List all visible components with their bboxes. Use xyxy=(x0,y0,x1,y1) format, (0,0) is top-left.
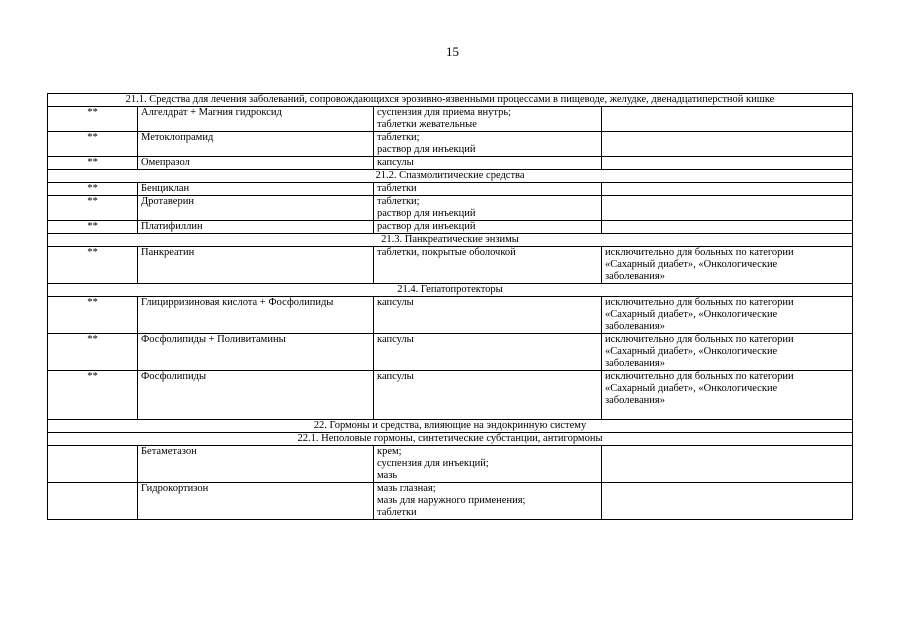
dosage-forms-cell xyxy=(374,221,602,234)
dosage-form-line: таблетки xyxy=(377,507,417,518)
drug-name-cell: Бенциклан xyxy=(138,183,374,196)
note-line: заболевания» xyxy=(605,358,665,369)
note-cell xyxy=(602,183,853,196)
mark-cell: ** xyxy=(48,157,138,170)
note-line xyxy=(605,407,849,419)
note-cell xyxy=(602,157,853,170)
page-number: 15 xyxy=(446,44,459,59)
dosage-forms-cell xyxy=(374,297,602,334)
section-row xyxy=(48,94,853,107)
mark-cell xyxy=(48,483,138,520)
drug-name-cell: Омепразол xyxy=(138,157,374,170)
dosage-form-line: таблетки, покрытые оболочкой xyxy=(377,247,516,258)
drug-row xyxy=(48,157,853,170)
section-heading: 21.3. Панкреатические энзимы xyxy=(48,234,853,247)
note-line: исключительно для больных по категории xyxy=(605,297,794,308)
mark-cell: ** xyxy=(48,107,138,132)
drug-row xyxy=(48,221,853,234)
dosage-form-line: суспензия для инъекций; xyxy=(377,458,489,469)
dosage-form-line: таблетки xyxy=(377,183,417,194)
dosage-forms-cell xyxy=(374,157,602,170)
drug-name-cell: Метоклопрамид xyxy=(138,132,374,157)
note-cell xyxy=(602,221,853,234)
note-line: заболевания» xyxy=(605,271,665,282)
note-cell xyxy=(602,371,853,420)
section-heading: 21.2. Спазмолитические средства xyxy=(48,170,853,183)
dosage-forms-cell xyxy=(374,183,602,196)
note-line: «Сахарный диабет», «Онкологические xyxy=(605,383,778,394)
note-cell xyxy=(602,247,853,284)
section-row xyxy=(48,284,853,297)
dosage-form-line: крем; xyxy=(377,446,402,457)
dosage-forms-cell xyxy=(374,196,602,221)
dosage-form-line: таблетки; xyxy=(377,196,420,207)
dosage-form-line: капсулы xyxy=(377,334,414,345)
mark-cell: ** xyxy=(48,247,138,284)
dosage-forms-cell xyxy=(374,107,602,132)
note-line: «Сахарный диабет», «Онкологические xyxy=(605,309,778,320)
section-heading: 21.4. Гепатопротекторы xyxy=(48,284,853,297)
mark-cell xyxy=(48,446,138,483)
dosage-form-line: раствор для инъекций xyxy=(377,221,476,232)
dosage-form-line: раствор для инъекций xyxy=(377,144,476,155)
mark-cell: ** xyxy=(48,196,138,221)
section-row xyxy=(48,170,853,183)
drug-row xyxy=(48,196,853,221)
dosage-form-line: мазь для наружного применения; xyxy=(377,495,526,506)
note-line: исключительно для больных по категории xyxy=(605,371,794,382)
dosage-form-line: суспензия для приема внутрь; xyxy=(377,107,512,118)
dosage-form-line: капсулы xyxy=(377,371,414,382)
drug-name-cell: Бетаметазон xyxy=(138,446,374,483)
drug-row xyxy=(48,247,853,284)
mark-cell: ** xyxy=(48,297,138,334)
drug-row xyxy=(48,371,853,420)
note-line: исключительно для больных по категории xyxy=(605,247,794,258)
section-row xyxy=(48,433,853,446)
dosage-form-line: капсулы xyxy=(377,297,414,308)
drug-row xyxy=(48,183,853,196)
drug-name-cell: Платифиллин xyxy=(138,221,374,234)
note-cell xyxy=(602,107,853,132)
dosage-forms-cell xyxy=(374,334,602,371)
mark-cell: ** xyxy=(48,183,138,196)
section-heading: 22.1. Неполовые гормоны, синтетические субстанции, антигормоны xyxy=(48,433,853,446)
note-cell xyxy=(602,446,853,483)
dosage-form-line: капсулы xyxy=(377,157,414,168)
drug-row xyxy=(48,334,853,371)
dosage-forms-cell xyxy=(374,446,602,483)
mark-cell: ** xyxy=(48,371,138,420)
note-line: заболевания» xyxy=(605,395,665,406)
dosage-form-line: раствор для инъекций xyxy=(377,208,476,219)
dosage-forms-cell xyxy=(374,371,602,420)
drug-name-cell: Дротаверин xyxy=(138,196,374,221)
note-line: «Сахарный диабет», «Онкологические xyxy=(605,259,778,270)
drug-row xyxy=(48,483,853,520)
drug-name-cell: Фосфолипиды + Поливитамины xyxy=(138,334,374,371)
section-row xyxy=(48,420,853,433)
drug-row xyxy=(48,446,853,483)
note-line: исключительно для больных по категории xyxy=(605,334,794,345)
drug-row xyxy=(48,107,853,132)
dosage-forms-cell xyxy=(374,132,602,157)
mark-cell: ** xyxy=(48,132,138,157)
note-cell xyxy=(602,334,853,371)
note-cell xyxy=(602,297,853,334)
section-row xyxy=(48,234,853,247)
dosage-form-line: таблетки жевательные xyxy=(377,119,477,130)
dosage-form-line: мазь xyxy=(377,470,398,481)
note-line: заболевания» xyxy=(605,321,665,332)
mark-cell: ** xyxy=(48,221,138,234)
drug-name-cell: Алгелдрат + Магния гидроксид xyxy=(138,107,374,132)
drug-name-cell: Глицирризиновая кислота + Фосфолипиды xyxy=(138,297,374,334)
drug-row xyxy=(48,132,853,157)
drug-name-cell: Гидрокортизон xyxy=(138,483,374,520)
note-cell xyxy=(602,132,853,157)
drug-name-cell: Панкреатин xyxy=(138,247,374,284)
drug-name-cell: Фосфолипиды xyxy=(138,371,374,420)
mark-cell: ** xyxy=(48,334,138,371)
section-heading: 22. Гормоны и средства, влияющие на эндокринную систему xyxy=(48,420,853,433)
drug-list-table xyxy=(47,93,853,520)
drug-row xyxy=(48,297,853,334)
dosage-forms-cell xyxy=(374,247,602,284)
dosage-form-line: таблетки; xyxy=(377,132,420,143)
note-cell xyxy=(602,483,853,520)
section-heading: 21.1. Средства для лечения заболеваний, сопровождающихся эрозивно-язвенными процессами в пищеводе, желудке, двенадцатиперстной кишке xyxy=(48,94,853,107)
note-line: «Сахарный диабет», «Онкологические xyxy=(605,346,778,357)
dosage-forms-cell xyxy=(374,483,602,520)
note-cell xyxy=(602,196,853,221)
dosage-form-line: мазь глазная; xyxy=(377,483,436,494)
